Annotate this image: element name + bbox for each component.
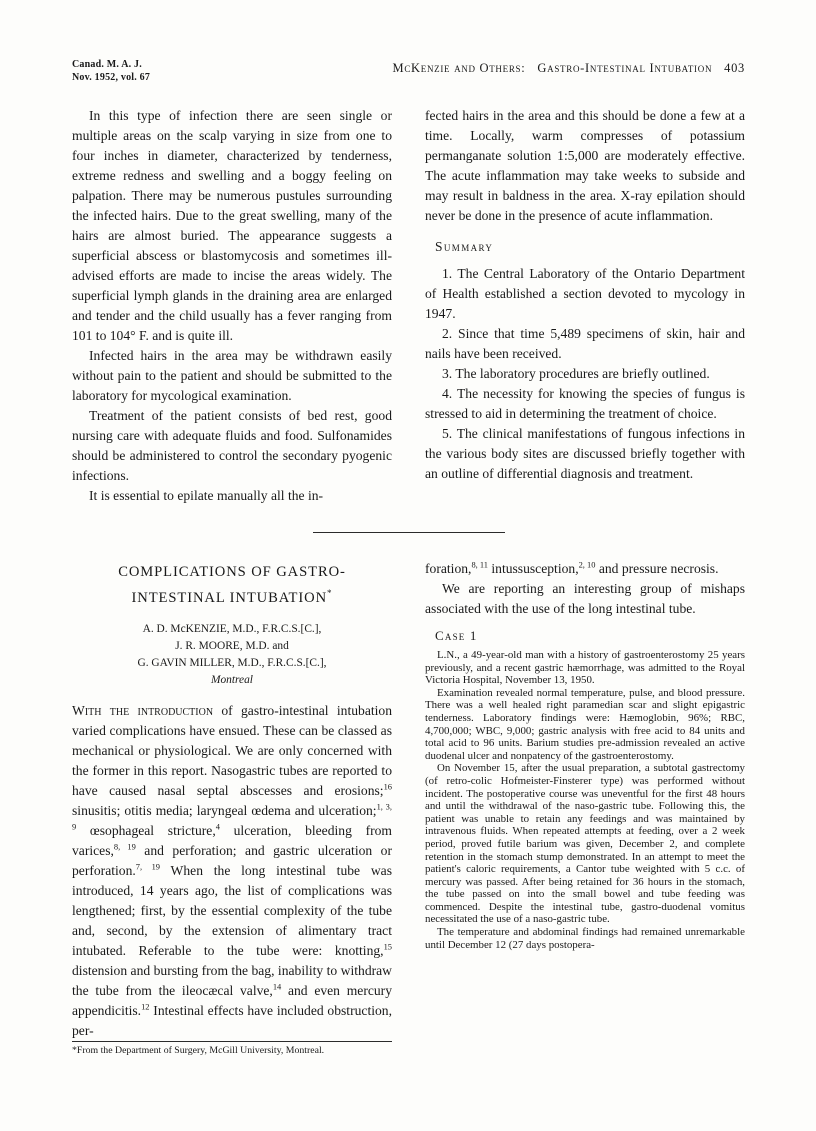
paragraph <box>72 701 392 1041</box>
footnote: *From the Department of Surgery, McGill University, Montreal. <box>72 1041 392 1058</box>
article-title-line2: INTESTINAL INTUBATION* <box>131 588 333 607</box>
journal-issue: Nov. 1952, vol. 67 <box>72 72 151 83</box>
summary-item: 1. The Central Laboratory of the Ontario Department of Health established a section devoted to mycology in 1947. <box>425 266 745 321</box>
paragraph-lead: With the introduction <box>72 702 214 718</box>
paragraph-body: of gastro-intestinal intubation varied complications have ensued. These can be classed as mechanical or physiological. We are only concerned with the former in this report. Nasogastric tubes are reported to have caused nasal septal abscesses and erosions;$^{16}$ sinusitis; otitis media; laryngeal œdema and ulceration;$^{1, 3, 9}$ œsophageal stricture,$^4$ ulceration, bleeding from varices,$^{8, 19}$ and perforation; and gastric ulceration or perforation.$^{7, 19}$ When the long intestinal tube was introduced, 14 years ago, the list of complications was lengthened; first, by the essential complexity of the tube and, second, by the extension of alimentary tract intubated. Referable to the tube were: knotting,$^{15}$ distension and bursting from the bag, inability to withdraw the tube from the ileocæcal valve,$^{14}$ and even mercury appendicitis.$^{12}$ Intestinal effects have included obstruction, per- <box>72 702 392 1038</box>
article-1-left-column <box>72 106 392 506</box>
article-title-line1: COMPLICATIONS OF GASTRO- <box>118 564 346 580</box>
author-block <box>72 621 392 689</box>
case-paragraph: The temperature and abdominal findings had remained unremarkable until December 12 (27 days postopera- <box>425 926 745 951</box>
summary-item: 5. The clinical manifestations of fungous infections in the various body sites are discussed briefly together with an outline of differential diagnosis and treatment. <box>425 426 745 481</box>
page-number: 403 <box>724 61 745 75</box>
page-header <box>72 58 745 84</box>
author: A. D. McKENZIE, M.D., F.R.C.S.[C.], <box>142 622 322 635</box>
summary-item: 2. Since that time 5,489 specimens of skin, hair and nails have been received. <box>425 326 745 361</box>
paragraph: foration,$^{8, 11}$ intussusception,$^{2, 10}$ and pressure necrosis. <box>425 559 719 576</box>
page-content <box>72 58 745 1058</box>
paragraph: It is essential to epilate manually all the in- <box>89 488 324 503</box>
case-heading: Case 1 <box>435 628 478 643</box>
paragraph: We are reporting an interesting group of mishaps associated with the use of the long intestinal tube. <box>425 581 745 616</box>
article-1 <box>72 106 745 506</box>
article-title <box>72 559 392 612</box>
running-head-title: Gastro-Intestinal Intubation <box>537 61 713 75</box>
running-head <box>393 58 745 76</box>
summary-heading: Summary <box>435 239 494 254</box>
paragraph: In this type of infection there are seen single or multiple areas on the scalp varying in size from one to four inches in diameter, characterized by tenderness, extreme redness and swelling and a boggy feeling on palpation. There may be numerous pustules surrounding the infected hairs. Due to the great swelling, many of the hairs are almost buried. The appearance suggests a superficial abscess or blastomycosis and sometimes ill-advised efforts are made to incise the areas widely. The superficial lymph glands in the draining area are enlarged and tender and the child usually has a fever ranging from 101 to 104° F. and is quite ill. <box>72 108 392 343</box>
summary-item: 4. The necessity for knowing the species of fungus is stressed to aid in determining the treatment of choice. <box>425 386 745 421</box>
case-paragraph: Examination revealed normal temperature, pulse, and blood pressure. There was a well healed right paramedian scar and slight epigastric tenderness. Laboratory findings were: Hæmoglobin, 96%; RBC, 4,700,000; WBC, 9,000; gastric analysis with free acid to 84 units and total acid to 96 units. Barium studies pre-admission revealed an active duodenal ulcer and nonpatency of the gastroenterostomy. <box>425 686 745 762</box>
author: G. GAVIN MILLER, M.D., F.R.C.S.[C.], <box>137 656 327 669</box>
article-1-right-column <box>425 106 745 506</box>
article-2-right-column <box>425 559 745 1058</box>
paragraph: Treatment of the patient consists of bed rest, good nursing care with adequate fluids and food. Sulfonamides should be administered to control the secondary pyogenic infections. <box>72 408 392 483</box>
article-2-left-column <box>72 559 392 1058</box>
case-paragraph: On November 15, after the usual preparation, a subtotal gastrectomy (of retro-colic Hofmeister-Finsterer type) was performed without incident. The postoperative course was uneventful for the first 48 hours and until the withdrawal of the naso-gastric tube. Following this, the patient was unable to retain any feedings and was maintained by intravenous fluids. When repeated attempts at feeding, over a 2 week period, proved futile barium was given, December 2, and complete retention in the stomach stump demonstrated. In an attempt to meet the patient's caloric requirements, a Cantor tube weighted with 5 c.c. of mercury was passed. After being retained for 36 hours in the stomach, the tube passed on into the small bowel and tube feeding was commenced. Despite the intestinal tube, gastro-duodenal vomitus necessitated the use of a naso-gastric tube. <box>425 762 745 926</box>
paragraph: Infected hairs in the area may be withdrawn easily without pain to the patient and should be submitted to the laboratory for mycological examination. <box>72 348 392 403</box>
section-divider <box>313 532 505 533</box>
case-paragraph: L.N., a 49-year-old man with a history of gastroenterostomy 25 years previously, and a recent gastric hæmorrhage, was admitted to the Royal Victoria Hospital, November 13, 1950. <box>425 649 745 687</box>
author-location: Montreal <box>211 673 253 686</box>
paragraph: fected hairs in the area and this should be done a few at a time. Locally, warm compresses of potassium permanganate solution 1:5,000 are moderately effective. The acute inflammation may take weeks to subside and may result in baldness in the area. X-ray epilation should never be done in the presence of acute inflammation. <box>425 108 745 223</box>
summary-item: 3. The laboratory procedures are briefly outlined. <box>442 366 710 381</box>
author: J. R. MOORE, M.D. and <box>175 639 289 652</box>
case-report <box>425 649 745 951</box>
journal-name: Canad. M. A. J. <box>72 59 142 70</box>
article-2 <box>72 559 745 1058</box>
journal-citation <box>72 58 150 84</box>
running-head-authors: McKenzie and Others: <box>392 61 526 75</box>
